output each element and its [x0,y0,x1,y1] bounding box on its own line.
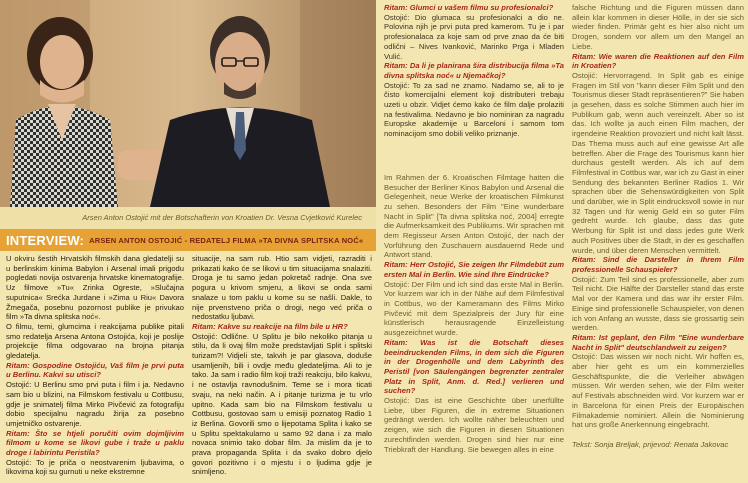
interview-banner [0,229,376,251]
body-paragraph: Ostojić: Das wissen wir noch nicht. Wir hoffen es, aber hier geht es um ein kommerzielles Geschäftspunkte, die die Verleiher abwägen müssen. Wir werden sehen, wie der Film weiter auf Festivals abschneiden wird. Vor kurzem war er in Barcelona für einen Preis der Europäischen Filmakademie nominiert. Allein die Nominierung hat uns große Anerkennung eingebracht. [572,352,744,430]
banner-title: INTERVIEW: [6,232,85,248]
column-german-4 [572,3,744,483]
question-paragraph: Ritam: Wie waren die Reaktionen auf den Film in Kroatien? [572,51,744,71]
body-paragraph: U okviru šestih Hrvatskih filmskih dana gledatelji su u berlinskim kinima Babylon i Arsenal imali prigodu pogledati novija ostvarenja hrvatske kinematografije. Uz filmove »Tu« Zrinka Ogreste, »Slučajna suputnica« Srećka Jurdane i »Zima u Riu« Davora Žmegača, posebnu pozornost publike je privukao film »Ta divna splitska noć«. [6,254,184,322]
photo-illustration [0,0,376,207]
body-paragraph: Ostojić: Zum Teil sind es professionelle, aber zum Teil nicht. Die Hälfte der Darsteller stand das erste Mal vor der Kamera und das war ihr erster Film. Einige sind professionelle Schauspieler, von denen ich von Anfang an wusste, dass sie grossartig sein werden. [572,274,744,333]
body-paragraph: Ostojić: Odlične. U Splitu je bilo nekoliko pitanja u stilu, da li ovaj film može predstavljati Split i splitski turizam?! Vidjeli ste, takvih je par glasova, doduše usamljenih, bili i ovdje među gledateljima. Ali to je tako. Ja sam i radio film koji traži reakciju, bilo kakvu, i ne ostavlja ravnodušnim. Teme se i mora ticati svaju, na neki način. A i pitanje turizma je tu vrlo upitno. Kada sam bio na Filmskom festivalu u Cottbusu, gostovao sam u emisiji poznatog Radio 1 iz Berlina. Govorili smo o lijepotama Splita i kako se u Splitu spektakularno u samo 92 dana i za malo novaca snimio tako dobar film. Ja mislim da je to prava propaganda Splita i da svako dobro djelo govori pozitivno i o mjestu i o ljudima gdje je snimljeno. [192,331,372,477]
body-paragraph: Im Rahmen der 6. Kroatischen Filmtage hatten die Besucher der Berliner Kinos Babylon und Arsenal die Gelegenheit, neue Werke der kroatischen Filmkunst zu sehen. Besonders der Film "Eine wunderbare Nacht in Split" [Ta divna splitska noć, 2004] erregte die Aufmerksamkeit des Publikums. Wir sprachen mit dem Regisseur Arsen Anton Ostojić, der nach der Vorführung den Zuschauern ausdauernd Rede und Antwort stand. [384,172,564,260]
body-paragraph: Ostojić: Dio glumaca su profesionalci a dio ne. Polovina njih je prvi puta pred kamerom. Tu je i par profesionalaca za koje sam od prve znao da će biti odlični – Nives Ivanković, Marinko Prga i Mladen Vulić. [384,12,564,61]
body-paragraph: Ostojić: To za sad ne znamo. Nadamo se, ali to je čisto komercijalni element koji distributeri trebaju uzeti u obzir. Vidjet ćemo kako će film dalje prolaziti na festivalima. Nedavno je bio nominiran za nagradu Europske akademije u Barceloni i samom tom nominacijom smo dobili veliko priznanje. [384,80,564,139]
question-paragraph: Ritam: Herr Ostojić, Sie zeigen Ihr Filmdebüt zum ersten Mal in Berlin. Wie sind Ihre Eindrücke? [384,260,564,279]
body-paragraph: Ostojić: U Berlinu smo prvi puta i film i ja. Nedavno sam bio u blizini, na Filmskom festivalu u Cottbusu, gdje je snimatelj filma Mirko Pivčević za fotografiju dobio specijalnu nagradu žirija za posebno umjetničko ostvarenje. [6,380,184,428]
question-paragraph: Ritam: Da li je planirana šira distribucija filma »Ta divna splitska noć« u Njemačkoj? [384,61,564,80]
banner-subtitle: ARSEN ANTON OSTOJIĆ - REDATELJ FILMA »TA DIVNA SPLITSKA NOĆ« [89,235,364,245]
body-paragraph: situacije, na sam rub. Htio sam vidjeti, razraditi i prikazati kako će se likovi u tim situacijama snalaziti. Droga je tu samo jedan pokretač radnje. Ona sve pogura u krivom smjeru, a likovi se onda sami snalaze u tom paklu u kome su se našli. Dakle, to nije prvenstveno priča o drogi, nego već priča o nedostatku ljubavi. [192,254,372,322]
body-paragraph: falsche Richtung und die Figuren müssen dann allein klar kommen in dieser Hölle, in der sie sich wieder finden. Primär geht es hier also nicht um Drogen, sondern vor allem um den Mangel an Liebe. [572,3,744,51]
column-croatian-1 [6,254,184,483]
question-paragraph: Ritam: Ist geplant, den Film "Eine wunderbare Nacht in Split" deutschlandweit zu zeigen? [572,332,744,352]
column-croatian-2 [192,254,372,483]
body-paragraph: Ostojić: Das ist eine Geschichte über unerfüllte Liebe, über Figuren, die in extreme Situationen gedrängt werden. Ich wollte näher beleuchten und zeigen, wie sich die Figuren in diesen Situationen zurechtfinden werden. Drogen sind hier nur eine Triebkraft der Handlung. Sie bewegen alles in eine [384,396,564,454]
question-paragraph: Ritam: Kakve su reakcije na film bile u HR? [192,321,348,331]
body-paragraph: Ostojić: Der Film und ich sind das erste Mal in Berlin. Vor kurzem war ich in der Nähe auf dem Filmfestival in Cottbus, wo der Kameramann des Films Mirko Pivčević mit dem Spezialpreis der Jury für eine künstlerisch herausragende Einzelleistung ausgezeichnet wurde. [384,279,564,338]
credit-line: Tekst: Sonja Breljak, prijevod: Renata Jakovac [572,439,729,449]
question-paragraph: Ritam: Sind die Darsteller in Ihrem Film professionelle Schauspieler? [572,255,744,274]
column-mixed-3 [384,3,564,483]
body-paragraph: Ostojić: To je priča o neostvarenim ljubavima, o likovima koji su gurnuti u neke ekstremne [6,457,184,477]
question-paragraph: Ritam: Was ist die Botschaft dieses beeindruckenden Films, in dem sich die Figuren in der Drogenhölle und dem Labyrinth des Peristil [von Säulengängen begrenzter zentraler Platz in Split, Anm. d. Red.] verlieren und suchen? [384,337,564,396]
question-paragraph: Ritam: Glumci u vašem filmu su profesionalci? [384,3,554,12]
body-paragraph: Ostojić: Hervorragend. In Split gab es einige Fragen im Stil von "kann dieser Film Split und den Tourismus dieser Stadt repräsentieren?" Sie haben ja gesehen, dass es solche Stimmen auch hier im Publikum gab, wenn auch vereinzelt. Aber so ist das. Ich wollte ja auch einen Film machen, der irgendeine Reaktion provoziert und nicht kalt lässt. Das Thema muss auch auf eine gewisse Art alle betreffen. Aber die Frage des Tourismus kann hier durchaus gestellt werden. Als ich auf dem Filmfestival in Cottbus war, war ich zu Gast in einer Sendung des bekannten Berliner Radios 1. Wir sprachen über die Sehenswürdigkeiten von Split und darüber, wie in Split eindrucksvoll sowie in nur 32 Tagen und für wenig Geld ein so guter Film gedreht wurde. Ich glaube, dass das gute Werbung für Split ist und dass jedes gute Werk auch Positives über die Stadt, in der es geschaffen wurde, und über deren Menschen vermittelt. [572,70,744,255]
article-photo [0,0,376,207]
question-paragraph: Ritam: Gospodine Ostojiću, Vaš film je prvi puta u Berlinu. Kakvi su utisci? [6,360,184,380]
question-paragraph: Ritam: Što se htjeli poručiti ovim dojmljivim filmom u kome se likovi gube i traže u paklu droge i labirintu Peristila? [6,428,184,458]
body-paragraph: O filmu, temi, glumcima i reakcijama publike pitali smo redatelja Arsena Antona Ostojića, koji je poslije projekcije filma odgovarao na brojna pitanja gledatelja. [6,321,184,361]
photo-caption: Arsen Anton Ostojić mit der Botschafterin von Kroatien Dr. Vesna Cvjetković Kurelec [0,207,376,229]
